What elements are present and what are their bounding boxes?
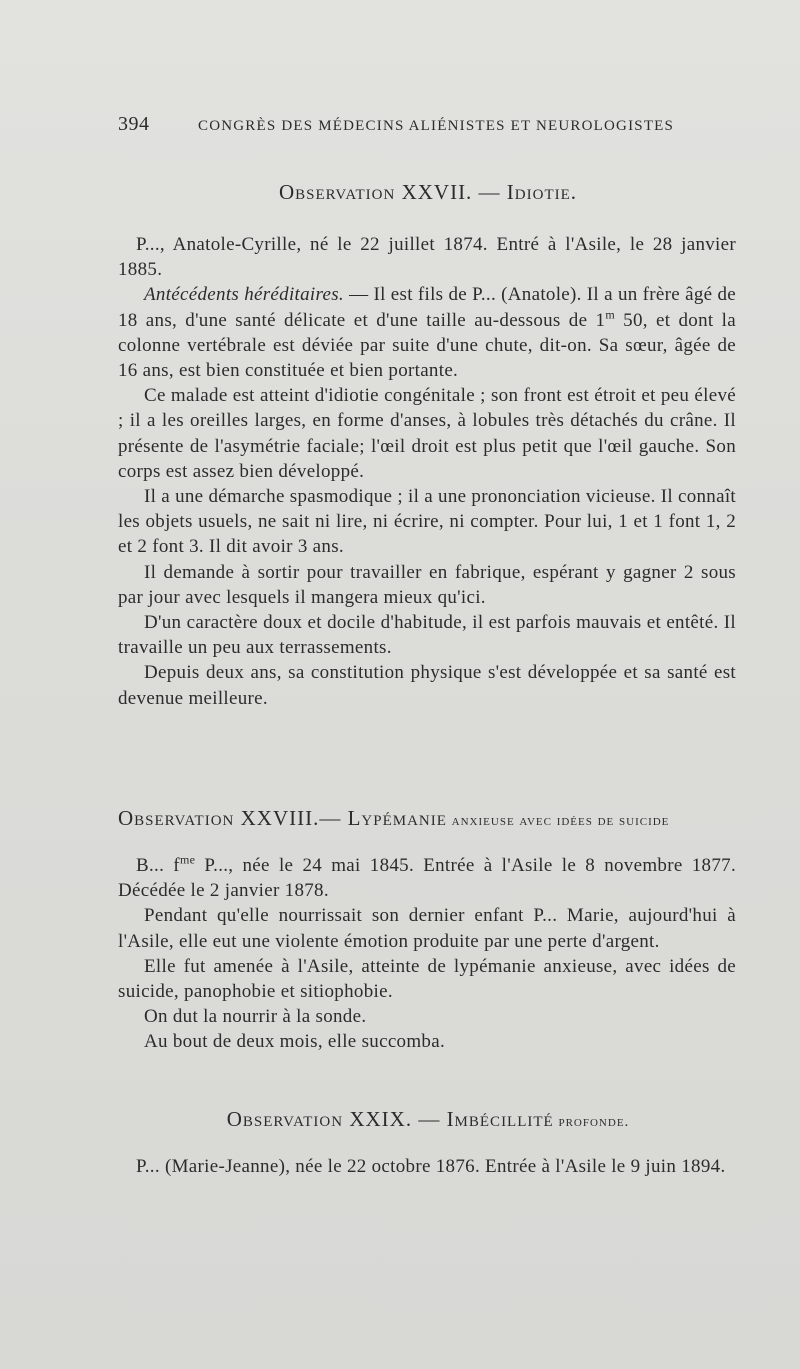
paragraph: Pendant qu'elle nourrissait son dernier enfant P... Marie, aujourd'hui à l'Asile, elle eut une violente émotion produite par une perte d'argent. <box>118 905 736 952</box>
paragraph-text: — Il est fils de P... (Anatole). Il a un frère âgé de 18 ans, d'une santé délicate et d'une taille au-dessous de 1 <box>118 284 736 331</box>
running-head <box>118 113 738 141</box>
paragraph: P... (Marie-Jeanne), née le 22 octobre 1876. Entrée à l'Asile le 9 juin 1894. <box>136 1156 726 1177</box>
observation-29-body <box>118 1154 736 1179</box>
antecedents-label: Antécédents héréditaires. <box>144 284 344 306</box>
paragraph: Ce malade est atteint d'idiotie congénitale ; son front est étroit et peu élevé ; il a les oreilles larges, en forme d'anses, à lobules très détachés du crâne. Il présente de l'asymétrie faciale; l'œil droit est plus petit que l'œil gauche. Son corps est assez bien développé. <box>118 385 736 482</box>
paragraph: Depuis deux ans, sa constitution physique s'est développée et sa santé est devenue meilleure. <box>118 662 736 709</box>
heading-text: anxieuse avec idées de suicide <box>446 813 670 829</box>
observation-28-body <box>118 853 736 1055</box>
paragraph: Il demande à sortir pour travailler en fabrique, espérant y gagner 2 sous par jour avec lesquels il mangera mieux qu'ici. <box>118 561 736 608</box>
paragraph: Il a une démarche spasmodique ; il a une prononciation vicieuse. Il connaît les objets usuels, ne sait ni lire, ni écrire, ni compter. Pour lui, 1 et 1 font 1, 2 et 2 font 3. Il dit avoir 3 ans. <box>118 486 736 558</box>
paragraph-text: B... f <box>136 855 180 876</box>
heading-text: profonde. <box>553 1114 630 1130</box>
observation-28-heading <box>118 804 738 835</box>
paragraph: On dut la nourrir à la sonde. <box>144 1006 367 1028</box>
observation-27-body <box>118 232 736 711</box>
superscript: me <box>179 852 196 867</box>
paragraph <box>118 853 736 903</box>
paragraph-text: 50, et dont la colonne vertébrale est déviée par suite d'une chute, dit-on. Sa sœur, âgée de 16 ans, est bien constituée et bien portante. <box>118 309 736 382</box>
page-number: 394 <box>118 113 150 135</box>
paragraph: D'un caractère doux et docile d'habitude, il est parfois mauvais et entêté. Il travaille un peu aux terrassements. <box>118 612 736 659</box>
observation-27-heading: Observation XXVII. — Idiotie. <box>278 180 578 204</box>
superscript: m <box>605 307 615 322</box>
heading-text: Observation XXIX. — Imbécillité <box>226 1107 554 1131</box>
paragraph: Au bout de deux mois, elle succomba. <box>144 1031 446 1053</box>
paragraph: P..., Anatole-Cyrille, né le 22 juillet 1874. Entré à l'Asile, le 28 janvier 1885. <box>118 234 736 281</box>
running-title: CONGRÈS DES MÉDECINS ALIÉNISTES ET NEUROLOGISTES <box>198 118 675 134</box>
observation-29-heading <box>118 1105 738 1136</box>
paragraph: Elle fut amenée à l'Asile, atteinte de lypémanie anxieuse, avec idées de suicide, panophobie et sitiophobie. <box>118 955 736 1003</box>
heading-text: Observation XXVIII.— Lypémanie <box>118 806 447 830</box>
paragraph-antecedents <box>118 282 736 383</box>
paragraph-text: P..., née le 24 mai 1845. Entrée à l'Asile le 8 novembre 1877. Décédée le 2 janvier 1878. <box>118 855 736 902</box>
